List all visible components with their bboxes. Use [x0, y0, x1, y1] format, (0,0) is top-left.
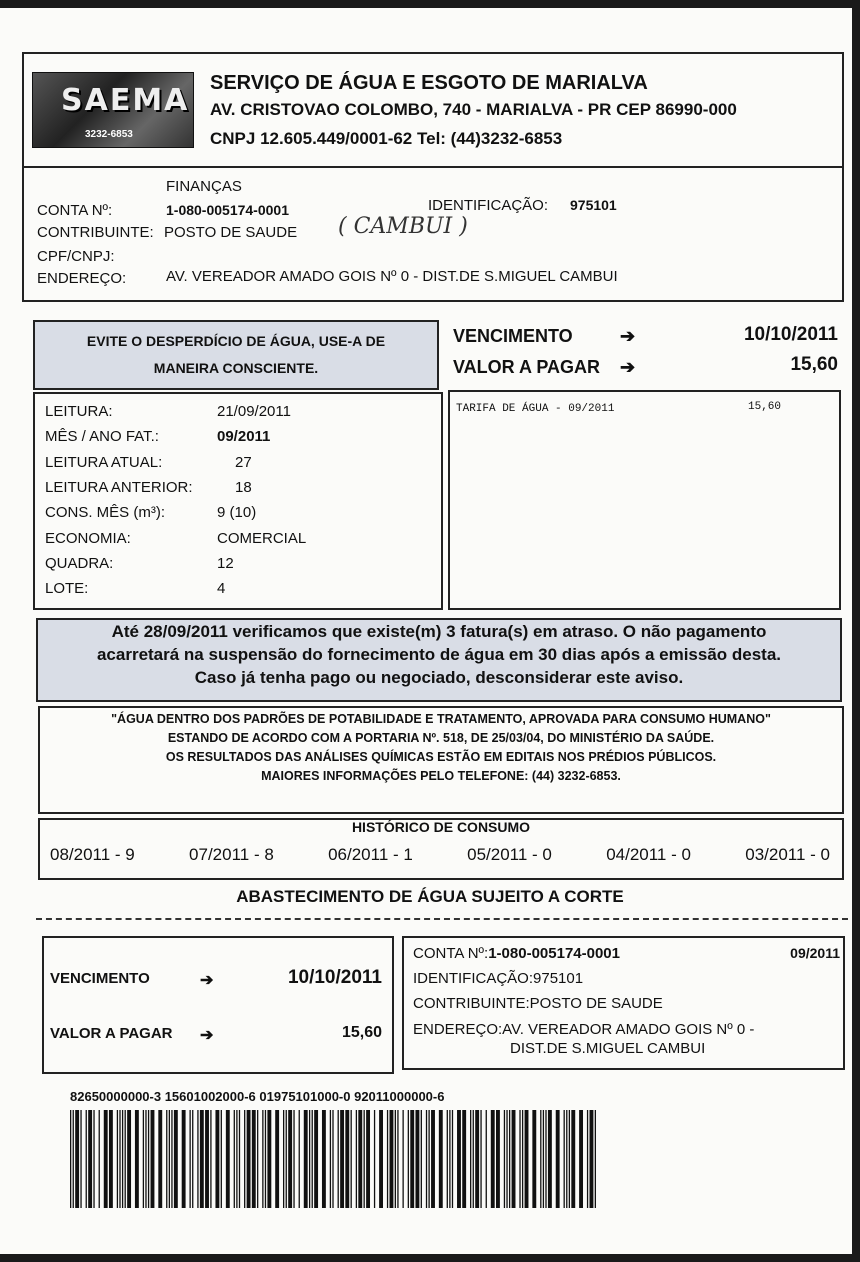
cpf-label: CPF/CNPJ: [37, 248, 115, 265]
reading-label: LOTE: [45, 580, 89, 598]
barcode-bar [410, 1110, 414, 1208]
barcode-bar [387, 1110, 388, 1208]
barcode-bar [86, 1110, 87, 1208]
barcode-bar [548, 1110, 552, 1208]
stub-payment-box [42, 936, 394, 1074]
tariff-value: 15,60 [748, 401, 782, 413]
barcode-bar [364, 1110, 365, 1208]
barcode-bar [389, 1110, 393, 1208]
barcode-bar [200, 1110, 204, 1208]
reading-label: MÊS / ANO FAT.: [45, 428, 159, 446]
barcode-bar [80, 1110, 81, 1208]
barcode-bar [322, 1110, 326, 1208]
barcode-bar [504, 1110, 505, 1208]
stub-conta-label: CONTA Nº: [413, 945, 489, 962]
barcode-bar [239, 1110, 240, 1208]
history-item: 05/2011 - 0 [467, 845, 552, 864]
logo-phone: 3232-6853 [85, 129, 133, 140]
history-item: 03/2011 - 0 [745, 845, 830, 864]
reading-box [33, 392, 443, 610]
barcode-bar [267, 1110, 271, 1208]
barcode-bar [332, 1110, 333, 1208]
valor-label: VALOR A PAGAR [453, 357, 600, 377]
barcode-bar [293, 1110, 294, 1208]
barcode-bar [283, 1110, 284, 1208]
vencimento-value: 10/10/2011 [743, 324, 838, 345]
barcode-bar [262, 1110, 263, 1208]
handwritten-note: ( CAMBUI ) [338, 214, 468, 239]
barcode-bar [569, 1110, 570, 1208]
barcode-bar [148, 1110, 149, 1208]
barcode-bar [540, 1110, 541, 1208]
barcode-bar [556, 1110, 560, 1208]
contrib-value: POSTO DE SAUDE [164, 224, 298, 241]
org-cnpj-tel: CNPJ 12.605.449/0001-62 Tel: (44)3232-6853 [210, 129, 563, 148]
barcode-bar [512, 1110, 516, 1208]
barcode-bar [247, 1110, 251, 1208]
reading-value: 18 [235, 478, 252, 496]
barcode-bar [475, 1110, 479, 1208]
barcode-bar [197, 1110, 198, 1208]
stub-vencimento-value: 10/10/2011 [287, 967, 382, 988]
barcode-bar [304, 1110, 308, 1208]
barcode-bar [299, 1110, 300, 1208]
reading-label: LEITURA ANTERIOR: [45, 478, 193, 496]
notice-line2: MANEIRA CONSCIENTE. [153, 360, 319, 376]
barcode-bar [169, 1110, 170, 1208]
endereco-label: ENDEREÇO: [37, 270, 127, 287]
barcode-bar [374, 1110, 375, 1208]
tariff-box [448, 390, 841, 610]
barcode-bar [182, 1110, 186, 1208]
reading-value: 9 (10) [217, 504, 257, 522]
barcode-bar [366, 1110, 370, 1208]
stub-endereco-1: ENDEREÇO:AV. VEREADOR AMADO GOIS Nº 0 - [413, 1021, 755, 1038]
barcode-bar [312, 1110, 313, 1208]
barcode-bar [358, 1110, 362, 1208]
barcode-bar [125, 1110, 126, 1208]
history-list [50, 845, 830, 865]
potability-line2: ESTANDO DE ACORDO COM A PORTARIA Nº. 518, DE 25/03/04, DO MINISTÉRIO DA SAÚDE. [167, 731, 715, 745]
barcode-bar [166, 1110, 167, 1208]
barcode-bar [122, 1110, 123, 1208]
barcode-bar [509, 1110, 510, 1208]
barcode-bar [395, 1110, 396, 1208]
barcode-bar [104, 1110, 108, 1208]
stub-valor-value: 15,60 [341, 1024, 382, 1041]
barcode-bar [265, 1110, 266, 1208]
history-item: 04/2011 - 0 [606, 845, 691, 864]
barcode-bar [491, 1110, 495, 1208]
barcode-bar [189, 1110, 190, 1208]
barcode-bar [192, 1110, 193, 1208]
barcode-bar [70, 1110, 71, 1208]
barcode-bar [127, 1110, 131, 1208]
barcode-bar [421, 1110, 422, 1208]
barcode-bar [452, 1110, 453, 1208]
logo-text: SAEMA [61, 83, 190, 118]
barcode-bar [135, 1110, 139, 1208]
barcode-bar [356, 1110, 357, 1208]
reading-value: 27 [235, 453, 252, 471]
stub-month: 09/2011 [790, 945, 840, 961]
barcode-bar [473, 1110, 474, 1208]
barcode-bar [119, 1110, 120, 1208]
barcode-bar [109, 1110, 113, 1208]
cut-line [36, 918, 848, 920]
stub-ident: IDENTIFICAÇÃO:975101 [413, 970, 584, 987]
barcode-bar [522, 1110, 523, 1208]
contrib-label: CONTRIBUINTE: [37, 224, 154, 241]
barcode-bar [402, 1110, 403, 1208]
conta-value: 1-080-005174-0001 [166, 202, 289, 218]
conta-label: CONTA Nº: [37, 202, 113, 219]
barcode-bar [288, 1110, 292, 1208]
barcode-bar [470, 1110, 471, 1208]
barcode-bar [590, 1110, 594, 1208]
tariff-desc: TARIFA DE ÁGUA - 09/2011 [456, 403, 615, 415]
barcode-bar [519, 1110, 520, 1208]
barcode [70, 1110, 596, 1208]
barcode-bar [117, 1110, 118, 1208]
reading-label: ECONOMIA: [45, 529, 131, 547]
org-name: SERVIÇO DE ÁGUA E ESGOTO DE MARIALVA [210, 72, 648, 94]
barcode-bar [543, 1110, 544, 1208]
barcode-bar [151, 1110, 155, 1208]
barcode-bar [379, 1110, 383, 1208]
barcode-bar [587, 1110, 588, 1208]
barcode-bar [314, 1110, 318, 1208]
endereco-value: AV. VEREADOR AMADO GOIS Nº 0 - DIST.DE S.MIGUEL CAMBUI [166, 268, 618, 285]
barcode-bar [234, 1110, 235, 1208]
barcode-bar [408, 1110, 409, 1208]
potability-line1: "ÁGUA DENTRO DOS PADRÕES DE POTABILIDADE E TRATAMENTO, APROVADA PARA CONSUMO HUMANO" [111, 712, 771, 726]
notice-line1: EVITE O DESPERDÍCIO DE ÁGUA, USE-A DE [86, 333, 386, 349]
barcode-bar [75, 1110, 79, 1208]
stub-conta-value: 1-080-005174-0001 [488, 945, 620, 962]
stub-contrib: CONTRIBUINTE:POSTO DE SAUDE [413, 995, 663, 1012]
barcode-bar [93, 1110, 94, 1208]
arrow-icon: ➔ [200, 1027, 214, 1044]
barcode-bar [480, 1110, 481, 1208]
arrow-icon: ➔ [620, 357, 636, 377]
cut-notice: ABASTECIMENTO DE ÁGUA SUJEITO A CORTE [236, 887, 624, 906]
ident-value: 975101 [570, 197, 617, 213]
stub-valor-label: VALOR A PAGAR [50, 1025, 173, 1042]
barcode-bar [143, 1110, 144, 1208]
barcode-bar [221, 1110, 222, 1208]
saema-logo [32, 72, 194, 148]
warning-line2: acarretará na suspensão do fornecimento de água em 30 dias após a emissão desta. [96, 645, 782, 664]
barcode-bar [226, 1110, 230, 1208]
ident-label: IDENTIFICAÇÃO: [428, 197, 549, 214]
barcode-bar [171, 1110, 172, 1208]
barcode-bar [205, 1110, 209, 1208]
valor-value: 15,60 [790, 354, 838, 375]
potability-line3: OS RESULTADOS DAS ANÁLISES QUÍMICAS ESTÃO EM EDITAIS NOS PRÉDIOS PÚBLICOS. [165, 750, 717, 764]
barcode-bar [309, 1110, 310, 1208]
barcode-bar [158, 1110, 162, 1208]
barcode-bar [88, 1110, 92, 1208]
barcode-bar [252, 1110, 256, 1208]
reading-label: LEITURA ATUAL: [45, 453, 163, 471]
barcode-bar [210, 1110, 211, 1208]
barcode-bar [496, 1110, 500, 1208]
reading-value: 12 [217, 554, 234, 572]
barcode-bar [532, 1110, 536, 1208]
barcode-bar [506, 1110, 507, 1208]
barcode-bar [457, 1110, 461, 1208]
barcode-bar [99, 1110, 100, 1208]
reading-label: LEITURA: [45, 403, 113, 420]
barcode-bar [571, 1110, 575, 1208]
barcode-bar [428, 1110, 429, 1208]
barcode-bar [215, 1110, 219, 1208]
barcode-bar [345, 1110, 349, 1208]
warning-line3: Caso já tenha pago ou negociado, desconsiderar este aviso. [194, 668, 684, 687]
history-title: HISTÓRICO DE CONSUMO [351, 819, 531, 835]
barcode-bar [174, 1110, 178, 1208]
reading-value: 09/2011 [217, 428, 271, 446]
conscious-use-notice [33, 320, 439, 390]
stub-conta [413, 945, 620, 962]
barcode-bar [447, 1110, 448, 1208]
reading-value: COMERCIAL [217, 529, 307, 547]
barcode-bar [462, 1110, 466, 1208]
reading-value: 4 [217, 580, 226, 598]
barcode-bar [340, 1110, 344, 1208]
potability-line4: MAIORES INFORMAÇÕES PELO TELEFONE: (44) 3232-6853. [261, 769, 621, 783]
barcode-bar [338, 1110, 339, 1208]
warning-line1: Até 28/09/2011 verificamos que existe(m) 3 fatura(s) em atraso. O não pagamento [111, 622, 767, 641]
barcode-bar [439, 1110, 443, 1208]
org-address: AV. CRISTOVAO COLOMBO, 740 - MARIALVA - PR CEP 86990-000 [210, 100, 737, 119]
stub-vencimento-label: VENCIMENTO [50, 970, 150, 987]
barcode-bar [397, 1110, 398, 1208]
barcode-bar [73, 1110, 74, 1208]
history-item: 06/2011 - 1 [328, 845, 413, 864]
arrow-icon: ➔ [200, 972, 214, 989]
arrow-icon: ➔ [620, 326, 636, 346]
history-item: 07/2011 - 8 [189, 845, 274, 864]
reading-label: QUADRA: [45, 554, 114, 572]
barcode-bar [431, 1110, 435, 1208]
stub-endereco-2: DIST.DE S.MIGUEL CAMBUI [510, 1040, 706, 1057]
reading-value: 21/09/2011 [217, 403, 291, 420]
barcode-bar [275, 1110, 279, 1208]
barcode-bar [426, 1110, 427, 1208]
barcode-bar [244, 1110, 245, 1208]
history-item: 08/2011 - 9 [50, 845, 135, 864]
dept: FINANÇAS [166, 178, 242, 195]
barcode-digits: 82650000000-3 15601002000-6 01975101000-0 92011000000-6 [70, 1089, 445, 1104]
vencimento-label: VENCIMENTO [453, 326, 573, 346]
barcode-bar [257, 1110, 258, 1208]
barcode-bar [351, 1110, 352, 1208]
barcode-bar [564, 1110, 565, 1208]
barcode-bar [579, 1110, 583, 1208]
barcode-bar [415, 1110, 419, 1208]
barcode-bar [595, 1110, 596, 1208]
barcode-bar [145, 1110, 146, 1208]
barcode-bar [486, 1110, 487, 1208]
reading-label: CONS. MÊS (m³): [45, 504, 165, 522]
barcode-bar [566, 1110, 567, 1208]
barcode-bar [236, 1110, 237, 1208]
barcode-bar [286, 1110, 287, 1208]
barcode-bar [449, 1110, 450, 1208]
barcode-bar [545, 1110, 546, 1208]
barcode-bar [525, 1110, 529, 1208]
barcode-bar [330, 1110, 331, 1208]
